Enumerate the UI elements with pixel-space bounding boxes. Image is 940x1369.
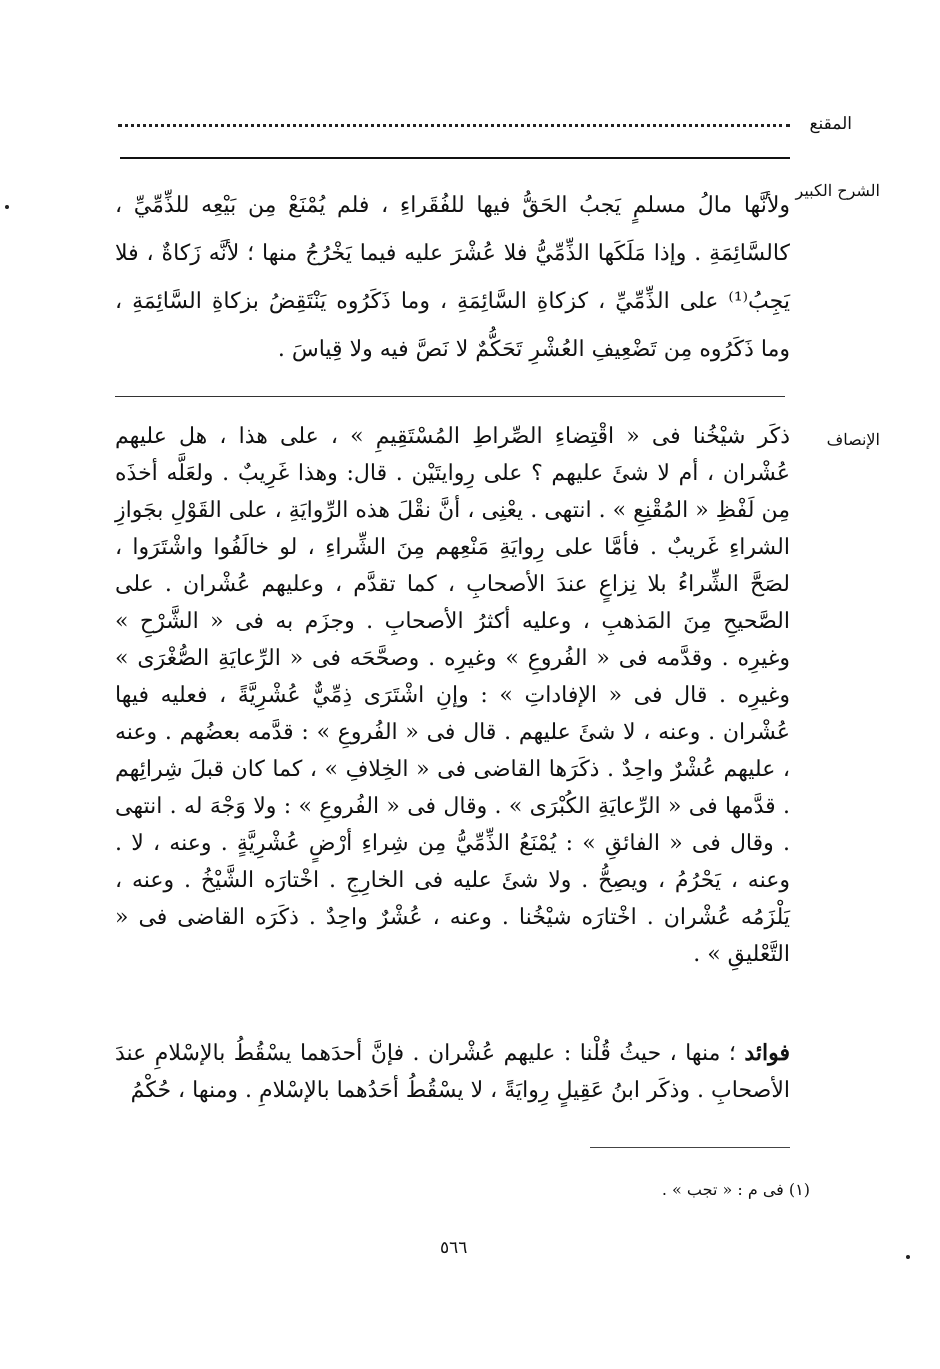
- insaf-text-block: [115, 418, 790, 973]
- section-separator: [115, 396, 785, 397]
- footnote-rule: [590, 1147, 790, 1148]
- header-dotted-line: [118, 116, 790, 127]
- page-number: ٥٦٦: [440, 1238, 468, 1258]
- footnote: (١) فى م : « تجب » .: [661, 1180, 810, 1199]
- running-title: المقنع: [809, 114, 852, 134]
- sharh-paragraph: ولأنَّها مالُ مسلمٍ يَجبُ الحَقُّ فيها للفُقَراءِ ، فلم يُمْنَعْ مِن بَيْعِه للذِّمِّيِّ ، كالسَّائِمَةِ . وإذا مَلَكَها الذِّمِّيُّ فلا عُشْرَ عليه فيما يَخْرُجُ منها ؛ لأنَّه زَكاةٌ ، فلا يَجِبُ⁽¹⁾ على الذِّمِّيِّ ، كزكاةِ السَّائِمَةِ ، وما ذَكَرُوه يَنْتَقِضُ بزكاةِ السَّائِمَةِ ، وما ذَكَرُوه مِن تَضْعِيفِ العُشْرِ تَحَكُّمٌ لا نَصَّ فيه ولا قِياسَ .: [115, 193, 790, 362]
- fawaid-body: ؛ منها ، حيثُ قُلْنا : عليهم عُشْران . فإنَّ أحدَهما يسْقُطُ بالإسْلامِ عندَ الأصحابِ . وذكَر ابنُ عَقِيلٍ رِوايَةً ، لا يسْقُطُ أحَدُهما بالإسْلامِ . ومنها ، حُكْمُ: [115, 1041, 790, 1103]
- fawaid-text-block: [115, 1035, 790, 1109]
- insaf-section-label: الإنصاف: [826, 430, 880, 449]
- fawaid-heading: فوائد: [744, 1040, 790, 1066]
- insaf-paragraph: ذكَر شيْخُنا فى « اقْتِضاءِ الصِّراطِ المُسْتَقِيمِ » ، على هذا ، هل عليهم عُشْران ، أم لا شئَ عليهم ؟ على رِوايتَيْن . قال: وهذا غَرِيبٌ . ولعَلَّه أخذَه مِن لَفْظِ « المُقْنِعِ » . انتهى . يعْنِى ، أنَّ نقْلَ هذه الرِّوايَةِ ، على القَوْلِ بجَوازِ الشراءِ غَريبٌ . فأمَّا على رِوايَةِ مَنْعِهم مِنَ الشِّراءِ ، لو خالَفُوا واشْتَرَوا ، لصَحَّ الشِّراءُ بلا نِزاعٍ عندَ الأصحابِ ، كما تقدَّم ، وعليهم عُشْران . على الصَّحيحِ مِنَ المَذهبِ ، وعليه أكثرُ الأصحابِ . وجزَم به فى « الشَّرْحِ » وغيرِه . وقدَّمه فى « الفُروعِ » وغيرِه . وصحَّحَه فى « الرِّعايَةِ الصُّغْرَى » وغيرِه . قال فى « الإفاداتِ » : وإنِ اشْتَرَى ذِمِّيٌّ عُشْرِيَّةً ، فعليه فيها عُشْران . وعنه ، لا شئَ عليهم . قال فى « الفُروعِ » : قدَّمه بعضُهم . وعنه ، عليهم عُشْرٌ واحِدٌ . ذكَرَها القاضى فى « الخِلافِ » ، كما كان قبلَ شِرائِهم . قدَّمها فى « الرِّعايَةِ الكُبْرَى » . وقال فى « الفُروعِ » : ولا وَجْهَ له . انتهى . وقال فى « الفائقِ » : يُمْنَعُ الذِّمِّيُّ مِن شِراءِ أرْضٍ عُشْرِيَّةٍ . وعنه ، لا . وعنه ، يَحْرُمُ ، ويصِحُّ . ولا شئَ عليه فى الخارِجِ . اخْتارَه الشَّيْخُ . وعنه ، يَلْزَمُه عُشْران . اخْتارَه شيْخُنا . وعنه ، عُشْرٌ واحِدٌ . ذكَرَه القاضى فى « التَّعْليقِ » .: [115, 424, 790, 967]
- sharh-text-block: [115, 182, 790, 374]
- fawaid-paragraph: [115, 1035, 790, 1109]
- header-rule: [120, 157, 790, 159]
- margin-dot: [5, 205, 9, 209]
- sharh-section-label: الشرح الكبير: [795, 181, 880, 200]
- margin-dot: [906, 1255, 910, 1259]
